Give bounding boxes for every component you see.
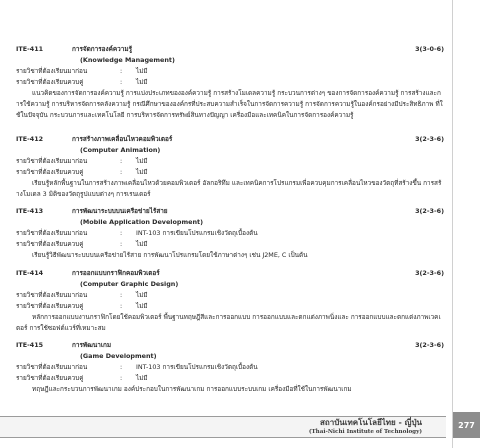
course-description: เรียนรู้วิธีพัฒนาระบบบนเครือข่ายไร้สาย การพัฒนาโปรแกรมโดยใช้ภาษาต่างๆ เช่น J2ME, C เป็นต้น xyxy=(32,251,308,259)
prerequisite-row xyxy=(16,228,444,239)
corequisite-row xyxy=(16,77,444,88)
separator-colon: : xyxy=(120,240,123,248)
course-title-english: (Knowledge Management) xyxy=(80,56,175,64)
course-code: ITE-413 xyxy=(16,207,44,215)
prerequisite-label: รายวิชาที่ต้องเรียนมาก่อน xyxy=(16,291,88,299)
course-title-english: (Computer Graphic Design) xyxy=(80,280,179,288)
course-credits: 3(2-3-6) xyxy=(415,341,444,349)
page-number: 277 xyxy=(453,412,480,438)
separator-colon: : xyxy=(120,363,123,371)
course-description: หลักการออกแบบงานกราฟิกโดยใช้คอมพิวเตอร์ พื้นฐานทฤษฎีสีและการออกแบบ การออกแบบและตกแต่งภาพนิ่งและ การออกแบบและตกแต่งภาพเวคเตอร์ การใช้ซอฟต์แวร์ที่เหมาะสม xyxy=(16,313,441,332)
course-code: ITE-415 xyxy=(16,341,44,349)
prerequisite-value: INT-103 การเขียนโปรแกรมเชิงวัตถุเบื้องต้น xyxy=(136,229,258,237)
course-credits: 3(2-3-6) xyxy=(415,135,444,143)
corequisite-row xyxy=(16,239,444,250)
course-credits: 3(3-0-6) xyxy=(415,45,444,53)
course-ite-415 xyxy=(16,340,444,395)
corequisite-label: รายวิชาที่ต้องเรียนควบคู่ xyxy=(16,302,84,310)
course-title-thai: การสร้างภาพเคลื่อนไหวคอมพิวเตอร์ xyxy=(72,135,173,143)
institute-name xyxy=(309,416,422,436)
course-title-english: (Game Development) xyxy=(80,352,157,360)
course-header xyxy=(16,340,444,351)
course-code: ITE-414 xyxy=(16,269,44,277)
course-title-english: (Mobile Application Development) xyxy=(80,218,203,226)
course-header xyxy=(16,206,444,217)
page-footer xyxy=(0,406,480,448)
page-margin-line xyxy=(452,0,453,448)
course-ite-411 xyxy=(16,44,444,121)
prerequisite-label: รายวิชาที่ต้องเรียนมาก่อน xyxy=(16,229,88,237)
separator-colon: : xyxy=(120,157,123,165)
course-header xyxy=(16,268,444,279)
course-description: ทฤษฎีและกระบวนการพัฒนาเกม องค์ประกอบในการพัฒนาเกม การออกแบบระบบเกม เครื่องมือที่ใช้ในการพัฒนาเกม xyxy=(32,385,352,393)
separator-colon: : xyxy=(120,168,123,176)
corequisite-value: ไม่มี xyxy=(136,168,148,176)
corequisite-label: รายวิชาที่ต้องเรียนควบคู่ xyxy=(16,240,84,248)
corequisite-row xyxy=(16,301,444,312)
course-ite-412 xyxy=(16,134,444,200)
prerequisite-value: ไม่มี xyxy=(136,67,148,75)
separator-colon: : xyxy=(120,291,123,299)
institute-name-english: (Thai-Nichi Institute of Technology) xyxy=(308,429,422,435)
prerequisite-value: ไม่มี xyxy=(136,291,148,299)
prerequisite-row xyxy=(16,290,444,301)
course-title-thai: การออกแบบกราฟิกคอมพิวเตอร์ xyxy=(72,269,160,277)
separator-colon: : xyxy=(120,374,123,382)
corequisite-label: รายวิชาที่ต้องเรียนควบคู่ xyxy=(16,374,84,382)
corequisite-row xyxy=(16,373,444,384)
corequisite-value: ไม่มี xyxy=(136,240,148,248)
course-code: ITE-411 xyxy=(16,45,44,53)
corequisite-value: ไม่มี xyxy=(136,78,148,86)
corequisite-value: ไม่มี xyxy=(136,302,148,310)
corequisite-label: รายวิชาที่ต้องเรียนควบคู่ xyxy=(16,78,84,86)
course-credits: 3(2-3-6) xyxy=(415,207,444,215)
institute-name-thai: สถาบันเทคโนโลยีไทย - ญี่ปุ่น xyxy=(319,417,422,427)
prerequisite-row xyxy=(16,362,444,373)
separator-colon: : xyxy=(120,229,123,237)
prerequisite-label: รายวิชาที่ต้องเรียนมาก่อน xyxy=(16,363,88,371)
prerequisite-value: INT-103 การเขียนโปรแกรมเชิงวัตถุเบื้องต้น xyxy=(136,363,258,371)
course-description: แนวคิดของการจัดการองค์ความรู้ การแบ่งประเภทขององค์ความรู้ การสร้างโมเดลความรู้ กระบวนการต่างๆ ของการจัดการองค์ความรู้ การสร้างและการใช้ความรู้ การบริหารจัดการคลังความรู้ กรณีศึกษาขององค์กรที่ประสบความสำเร็จในการจัดการความรู้ การจัดการความรู้ในองค์กรอย่างมีประสิทธิภาพ ที่ใช้ในปัจจุบัน กระบวนการและเทคโนโลยี การบริหารจัดการทรัพย์สินทางปัญญา เครื่องมือและเทคนิคในการจัดการองค์ความรู้ xyxy=(16,89,443,119)
separator-colon: : xyxy=(120,302,123,310)
prerequisite-row xyxy=(16,156,444,167)
course-description: เรียนรู้หลักพื้นฐานในการสร้างภาพเคลื่อนไหวด้วยคอมพิวเตอร์ อัลกอริทึม และเทคนิคการโปรแกรมเพื่อควบคุมการเคลื่อนไหวของวัตถุที่สร้างขึ้น การสร้างโมเดล 3 มิติของวัตถุรูปแบบต่างๆ การเรนเดอร์ xyxy=(16,179,442,198)
prerequisite-label: รายวิชาที่ต้องเรียนมาก่อน xyxy=(16,157,88,165)
course-title-thai: การพัฒนาระบบบนเครือข่ายไร้สาย xyxy=(72,207,168,215)
course-header xyxy=(16,134,444,145)
course-ite-413 xyxy=(16,206,444,261)
course-ite-414 xyxy=(16,268,444,334)
corequisite-label: รายวิชาที่ต้องเรียนควบคู่ xyxy=(16,168,84,176)
course-title-thai: การจัดการองค์ความรู้ xyxy=(72,45,133,53)
separator-colon: : xyxy=(120,67,123,75)
prerequisite-label: รายวิชาที่ต้องเรียนมาก่อน xyxy=(16,67,88,75)
course-code: ITE-412 xyxy=(16,135,44,143)
prerequisite-value: ไม่มี xyxy=(136,157,148,165)
course-title-english: (Computer Animation) xyxy=(80,146,161,154)
corequisite-value: ไม่มี xyxy=(136,374,148,382)
corequisite-row xyxy=(16,167,444,178)
separator-colon: : xyxy=(120,78,123,86)
course-header xyxy=(16,44,444,55)
course-credits: 3(2-3-6) xyxy=(415,269,444,277)
course-title-thai: การพัฒนาเกม xyxy=(72,341,112,349)
prerequisite-row xyxy=(16,66,444,77)
